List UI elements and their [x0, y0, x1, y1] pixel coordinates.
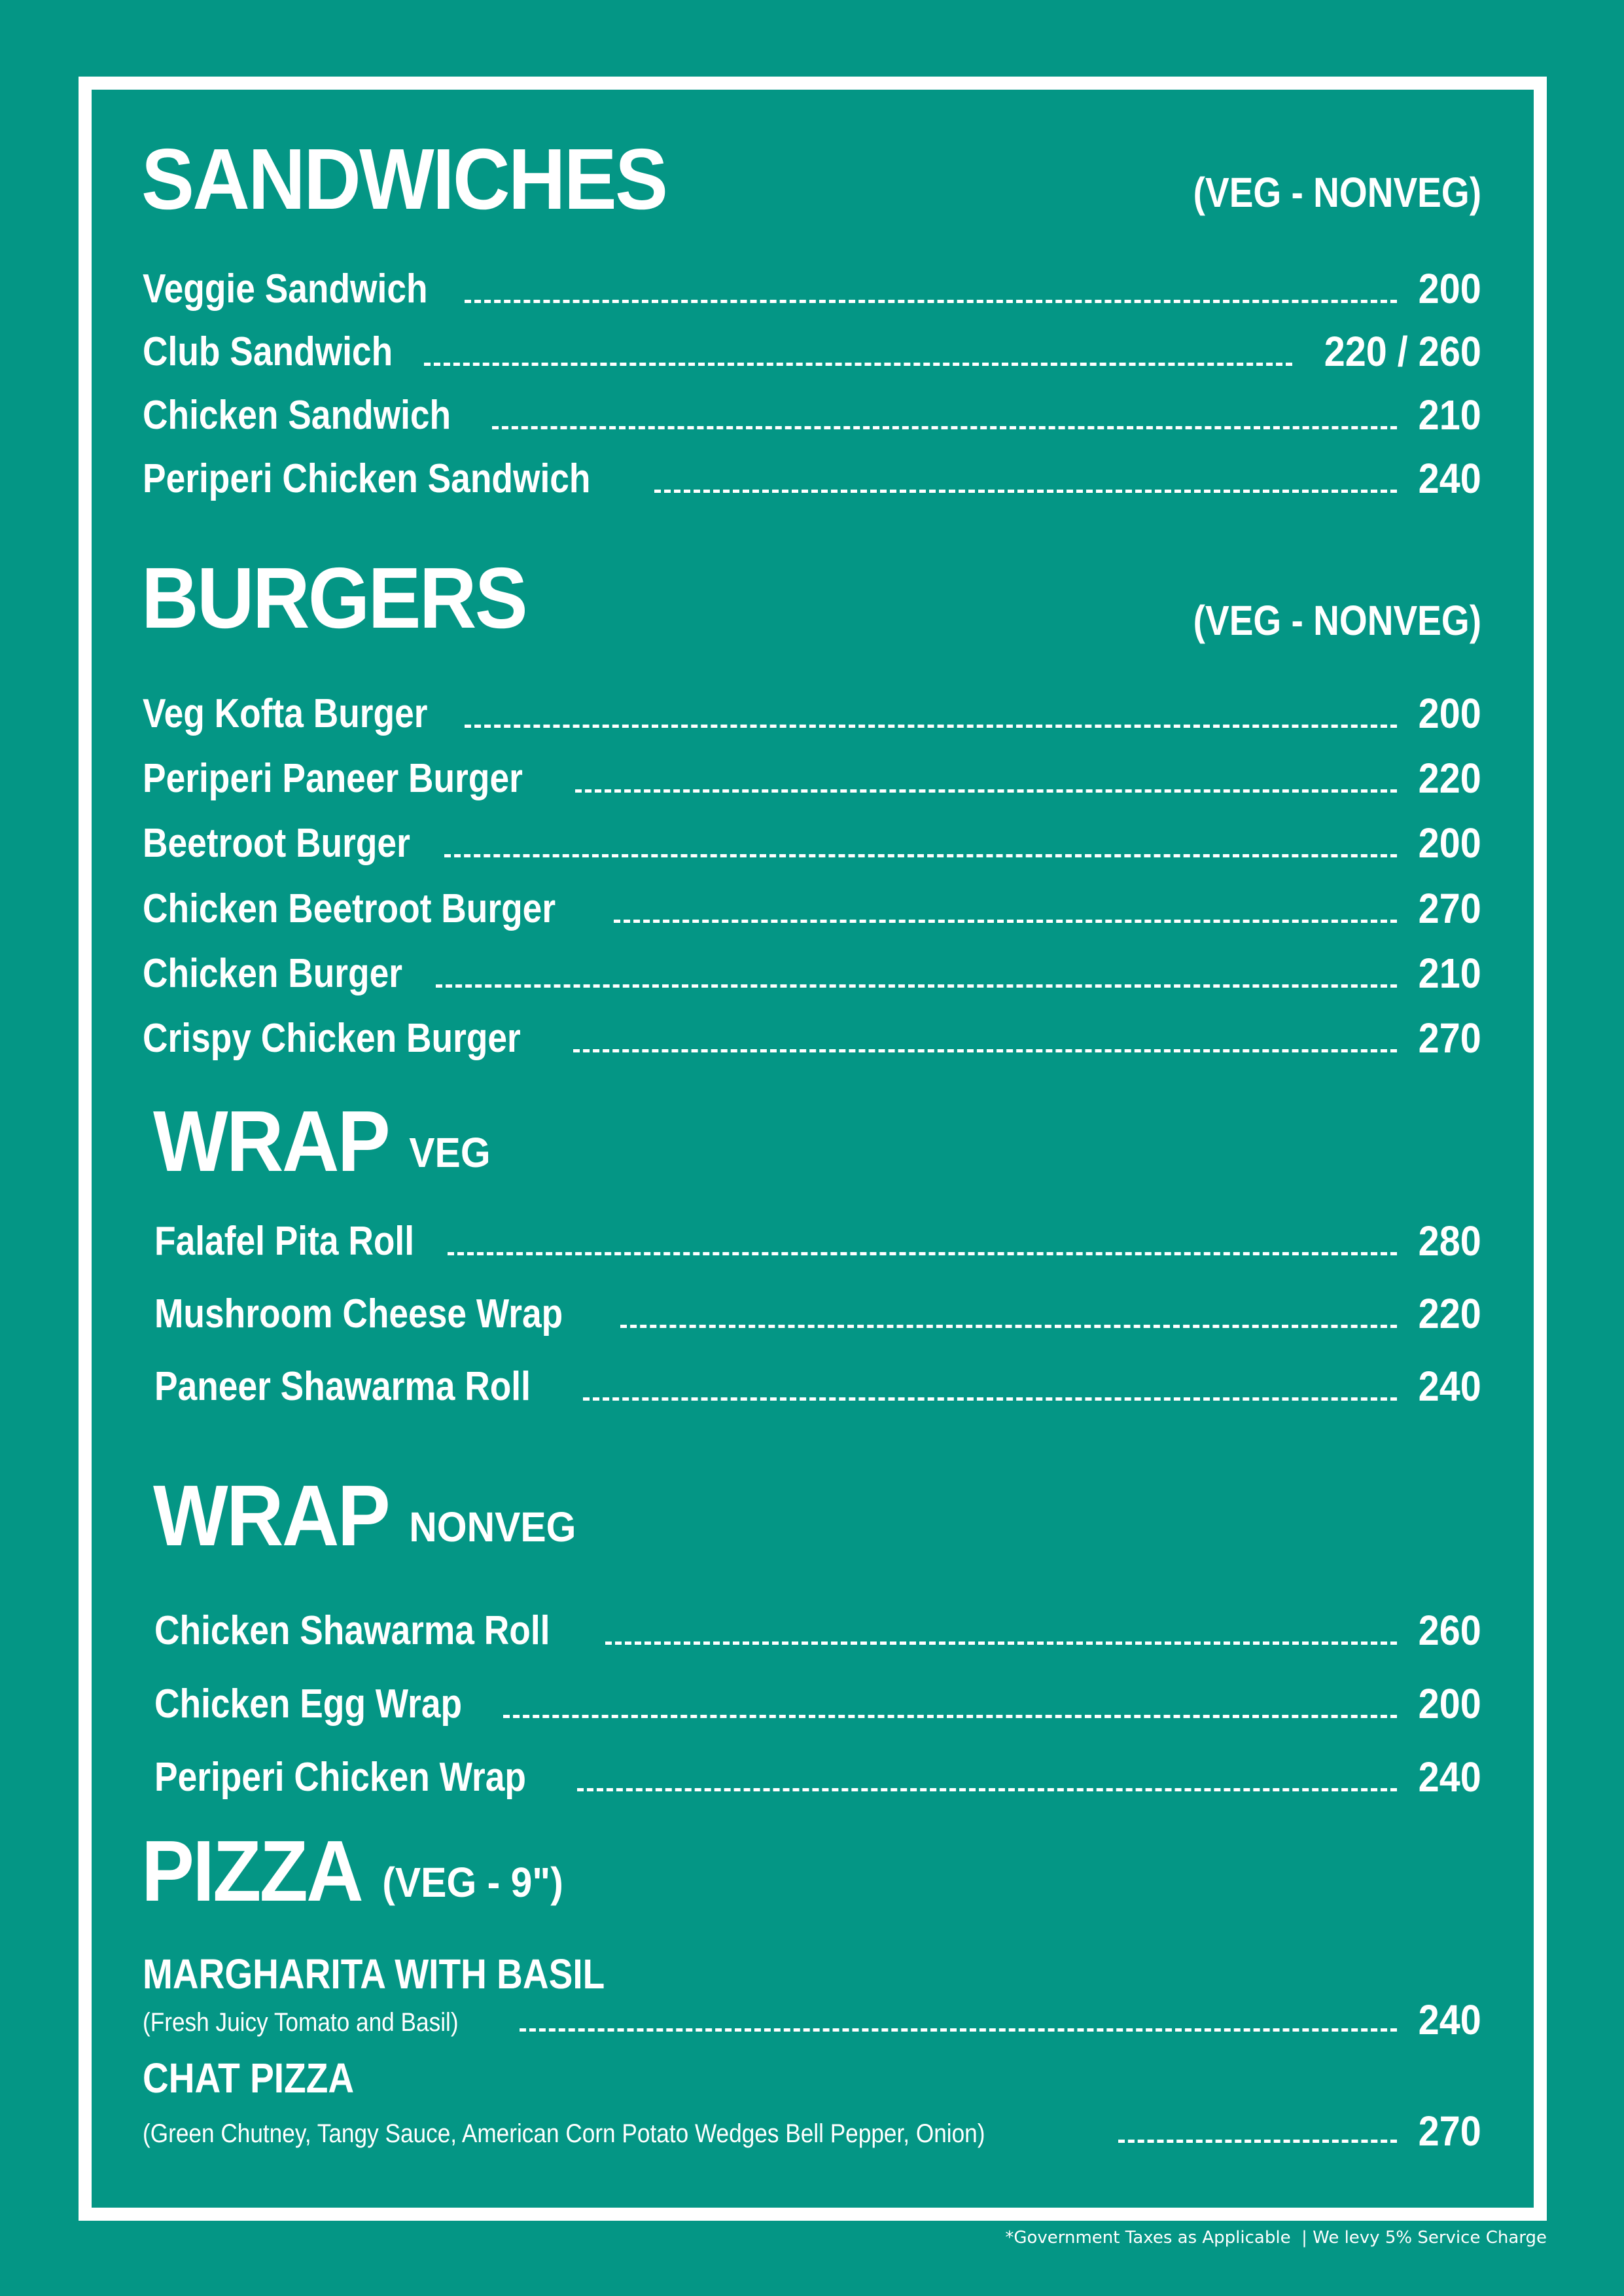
- item-name: Paneer Shawarma Roll: [154, 1364, 531, 1409]
- item-price: 270: [1418, 2108, 1481, 2155]
- menu-item-row: [143, 812, 1481, 867]
- dotted-leader: [573, 1049, 1397, 1052]
- item-price: 200: [1418, 819, 1481, 867]
- item-name: Mushroom Cheese Wrap: [154, 1291, 563, 1336]
- menu-item-row: [154, 1746, 1481, 1801]
- item-name: Periperi Chicken Sandwich: [143, 456, 591, 501]
- dotted-leader: [424, 363, 1292, 366]
- dotted-leader: [1118, 2140, 1397, 2143]
- item-price: 200: [1418, 1680, 1481, 1727]
- dotted-leader: [577, 1788, 1397, 1791]
- item-price: 270: [1418, 885, 1481, 932]
- wrap-nonveg-title: WRAP: [153, 1467, 389, 1564]
- item-name: Chicken Beetroot Burger: [143, 886, 556, 931]
- item-price: 220: [1418, 1290, 1481, 1337]
- item-price: 240: [1418, 455, 1481, 502]
- pizza-item-description: (Green Chutney, Tangy Sauce, American Corn Potato Wedges Bell Pepper, Onion): [143, 2119, 985, 2148]
- sandwiches-title: SANDWICHES: [141, 131, 667, 227]
- pizza-subtitle: (VEG - 9"): [382, 1859, 563, 1906]
- item-price: 220 / 260: [1324, 328, 1481, 375]
- item-name: Beetroot Burger: [143, 821, 410, 866]
- menu-item-row: [154, 1672, 1481, 1725]
- menu-item-row: [143, 747, 1481, 802]
- burgers-title: BURGERS: [141, 550, 526, 646]
- item-price: 240: [1418, 1996, 1481, 2043]
- menu-item-row: [143, 942, 1481, 997]
- menu-item-row: [143, 877, 1481, 932]
- item-price: 280: [1418, 1217, 1481, 1265]
- menu-item-row: [154, 1599, 1481, 1654]
- item-name: Chicken Burger: [143, 951, 403, 996]
- menu-item-row: [143, 384, 1481, 439]
- pizza-heading: [141, 1823, 563, 1919]
- pizza-item-row: [143, 1988, 1481, 2041]
- sandwiches-tag: (VEG - NONVEG): [1193, 169, 1481, 216]
- dotted-leader: [575, 789, 1397, 793]
- item-price: 270: [1418, 1014, 1481, 1062]
- dotted-leader: [465, 725, 1397, 728]
- item-price: 210: [1418, 391, 1481, 439]
- wrap-veg-title: WRAP: [153, 1093, 389, 1189]
- dotted-leader: [614, 920, 1397, 923]
- dotted-leader: [583, 1397, 1398, 1401]
- menu-item-row: [143, 682, 1481, 737]
- dotted-leader: [605, 1641, 1397, 1645]
- item-price: 210: [1418, 950, 1481, 997]
- dotted-leader: [465, 300, 1397, 303]
- pizza-item-name: MARGHARITA WITH BASIL: [143, 1950, 605, 1998]
- pizza-title: PIZZA: [141, 1823, 362, 1919]
- item-price: 200: [1418, 690, 1481, 737]
- sandwiches-heading: [141, 131, 667, 227]
- dotted-leader: [436, 984, 1398, 988]
- item-name: Chicken Shawarma Roll: [154, 1608, 550, 1653]
- item-name: Veggie Sandwich: [143, 266, 428, 312]
- dotted-leader: [448, 1252, 1398, 1255]
- menu-item-row: [154, 1355, 1481, 1410]
- item-name: Crispy Chicken Burger: [143, 1016, 521, 1061]
- dotted-leader: [520, 2028, 1397, 2032]
- dotted-leader: [444, 854, 1397, 857]
- pizza-item-name: CHAT PIZZA: [143, 2054, 355, 2102]
- item-name: Periperi Paneer Burger: [143, 756, 523, 801]
- dotted-leader: [654, 490, 1397, 493]
- dotted-leader: [620, 1325, 1397, 1328]
- tax-footnote: *Government Taxes as Applicable | We levy 5% Service Charge: [1005, 2228, 1547, 2248]
- item-price: 240: [1418, 1753, 1481, 1801]
- dotted-leader: [503, 1715, 1398, 1718]
- burgers-heading: [141, 550, 526, 646]
- pizza-item-description: (Fresh Juicy Tomato and Basil): [143, 2008, 459, 2037]
- menu-item-row: [143, 257, 1481, 310]
- item-price: 240: [1418, 1363, 1481, 1410]
- menu-item-row: [143, 447, 1481, 502]
- item-name: Chicken Egg Wrap: [154, 1681, 463, 1727]
- menu-item-row: [154, 1210, 1481, 1265]
- item-price: 200: [1418, 265, 1481, 312]
- item-price: 260: [1418, 1607, 1481, 1654]
- menu-item-row: [143, 320, 1481, 375]
- wrap-nonveg-subtitle: NONVEG: [409, 1503, 576, 1551]
- item-price: 220: [1418, 755, 1481, 802]
- burgers-tag: (VEG - NONVEG): [1193, 597, 1481, 644]
- item-name: Falafel Pita Roll: [154, 1219, 415, 1264]
- wrap-nonveg-heading: [153, 1467, 576, 1564]
- item-name: Chicken Sandwich: [143, 393, 451, 438]
- item-name: Periperi Chicken Wrap: [154, 1755, 526, 1800]
- item-name: Veg Kofta Burger: [143, 691, 428, 736]
- pizza-item-row: [143, 2100, 1481, 2155]
- item-name: Club Sandwich: [143, 329, 393, 374]
- menu-item-row: [154, 1282, 1481, 1335]
- wrap-veg-subtitle: VEG: [409, 1129, 491, 1176]
- dotted-leader: [492, 426, 1397, 429]
- menu-item-row: [143, 1007, 1481, 1062]
- wrap-veg-heading: [153, 1093, 491, 1189]
